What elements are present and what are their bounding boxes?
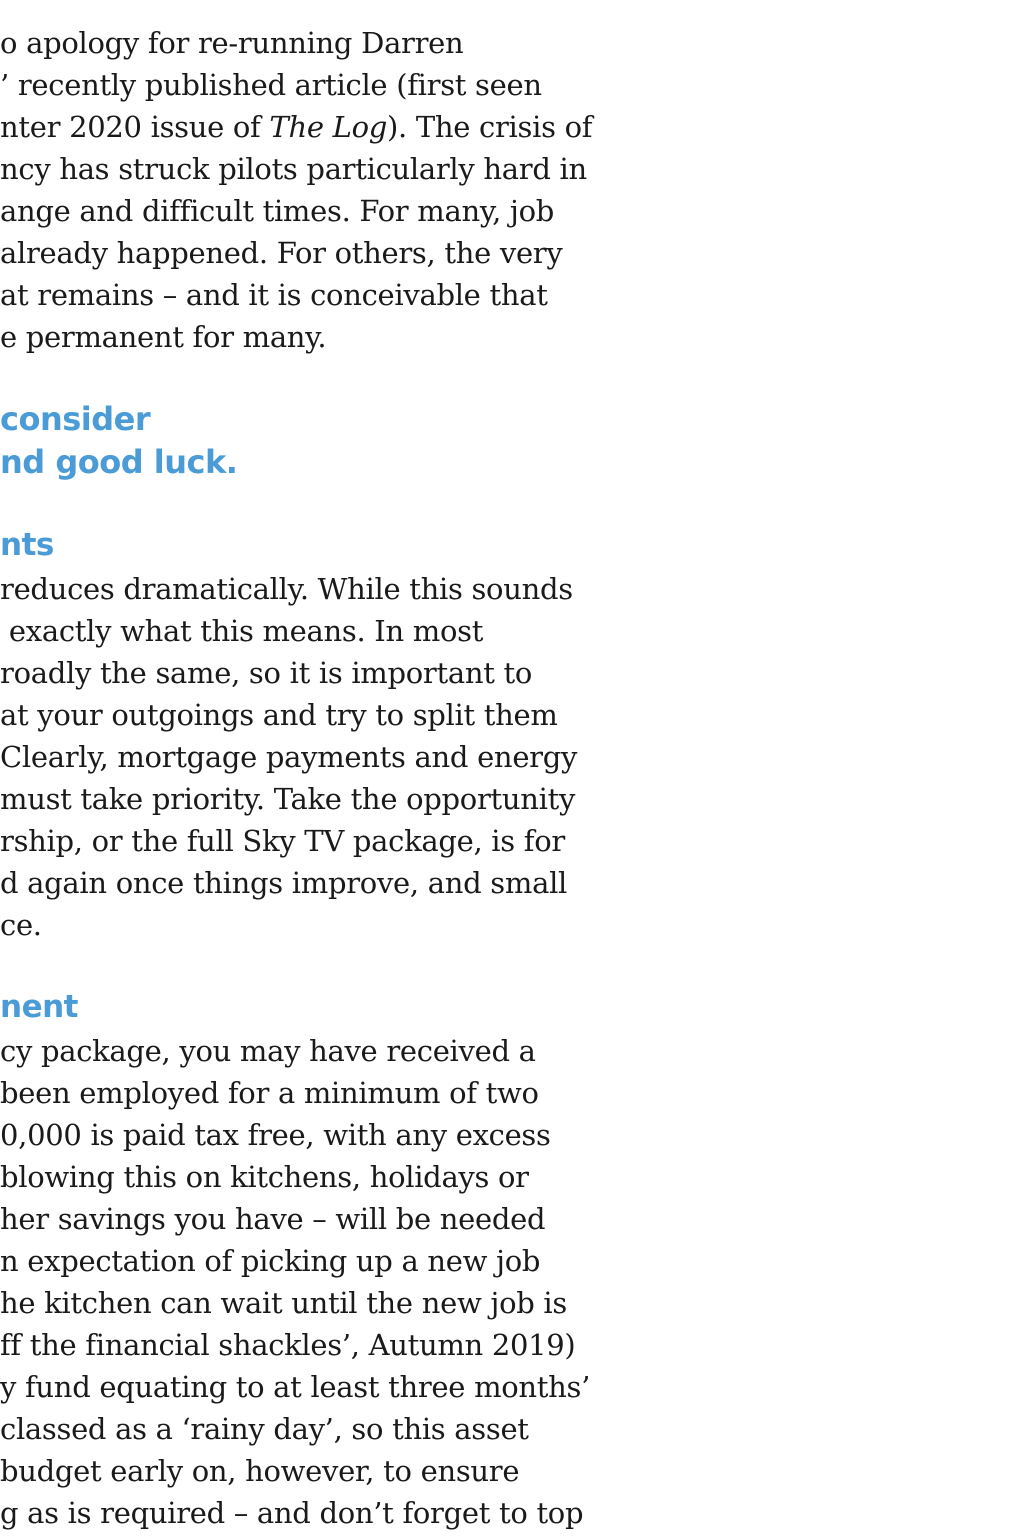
section-heading: nts	[0, 527, 54, 563]
section1-line: roadly the same, so it is important to	[0, 656, 532, 690]
section1-line: reduces dramatically. While this sounds	[0, 572, 573, 606]
section2-line: he kitchen can wait until the new job is	[0, 1286, 567, 1320]
intro-line: ange and difficult times. For many, job	[0, 194, 555, 228]
section1-line: Clearly, mortgage payments and energy	[0, 740, 578, 774]
section2-line: blowing this on kitchens, holidays or	[0, 1160, 529, 1194]
section1-line: rship, or the full Sky TV package, is for	[0, 824, 565, 858]
section2-line: ff the financial shackles’, Autumn 2019)	[0, 1328, 576, 1362]
section2-line: y fund equating to at least three months’	[0, 1370, 591, 1404]
intro-line: o apology for re-running Darren	[0, 26, 464, 60]
pull-quote-line: consider	[0, 400, 151, 438]
section2-line: cy package, you may have received a	[0, 1034, 536, 1068]
section1-line: d again once things improve, and small	[0, 866, 568, 900]
section2-line: her savings you have – will be needed	[0, 1202, 546, 1236]
section1-line: exactly what this means. In most	[0, 614, 484, 648]
intro-line	[0, 106, 592, 148]
intro-line: ncy has struck pilots particularly hard in	[0, 152, 587, 186]
intro-line: at remains – and it is conceivable that	[0, 278, 548, 312]
section2-line: g as is required – and don’t forget to top	[0, 1496, 584, 1530]
section2-line: been employed for a minimum of two	[0, 1076, 539, 1110]
section2-line: 0,000 is paid tax free, with any excess	[0, 1118, 551, 1152]
pull-quote-line: nd good luck.	[0, 443, 238, 481]
intro-text: nter 2020 issue of	[0, 110, 270, 144]
section2-line: classed as a ‘rainy day’, so this asset	[0, 1412, 529, 1446]
section-heading: nent	[0, 989, 78, 1025]
intro-line: e permanent for many.	[0, 320, 327, 354]
section2-line: budget early on, however, to ensure	[0, 1454, 520, 1488]
section2-line: n expectation of picking up a new job	[0, 1244, 541, 1278]
section1-line: ce.	[0, 908, 42, 942]
intro-line: ’ recently published article (first seen	[0, 68, 542, 102]
publication-title: The Log	[269, 110, 387, 144]
section1-line: at your outgoings and try to split them	[0, 698, 558, 732]
intro-text: ). The crisis of	[387, 110, 593, 144]
intro-line: already happened. For others, the very	[0, 236, 563, 270]
section1-line: must take priority. Take the opportunity	[0, 782, 576, 816]
